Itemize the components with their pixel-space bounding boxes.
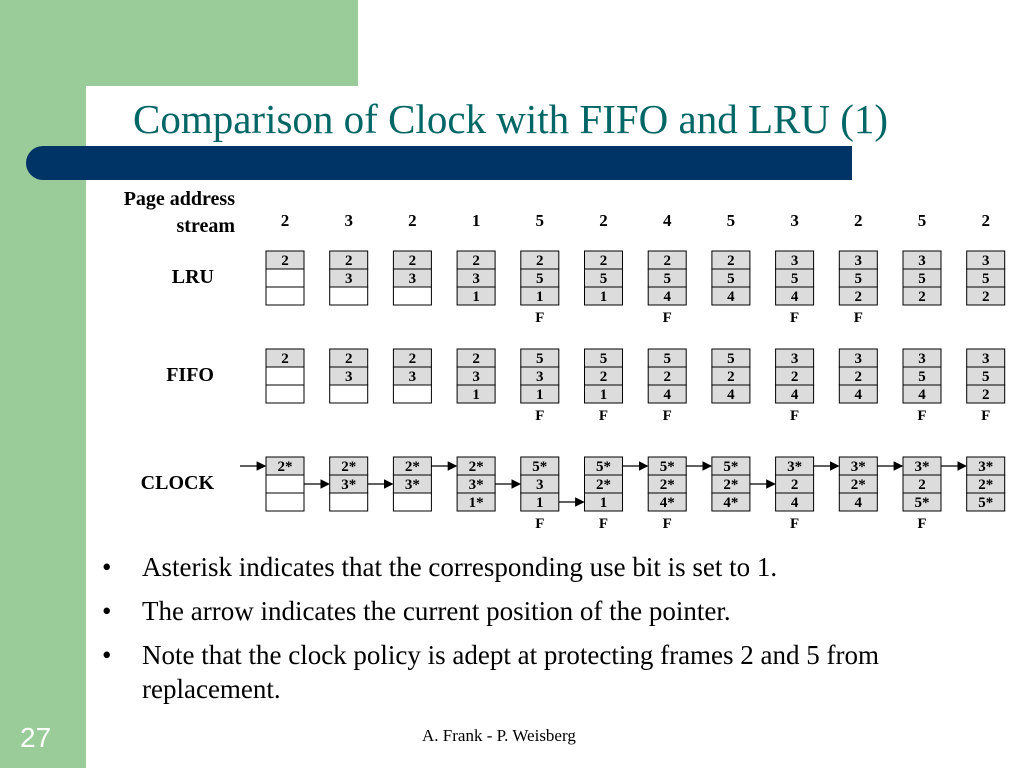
frame-column bbox=[903, 251, 941, 305]
frame-column bbox=[648, 349, 686, 403]
frame-value: 1 bbox=[472, 387, 480, 403]
policy-rows bbox=[141, 251, 1005, 532]
frame-value: 3* bbox=[914, 459, 930, 475]
frame-value: 2 bbox=[854, 369, 863, 385]
fault-marker: F bbox=[917, 408, 927, 424]
fault-marker: F bbox=[790, 516, 800, 532]
frame-value: 3* bbox=[787, 459, 803, 475]
frame-column bbox=[393, 457, 431, 511]
stream-value: 5 bbox=[726, 211, 736, 230]
top-green-band bbox=[0, 0, 358, 86]
frame-value: 5* bbox=[978, 495, 994, 511]
fault-marker: F bbox=[853, 310, 863, 326]
frame-value: 5 bbox=[536, 351, 544, 367]
frame-column bbox=[585, 251, 623, 305]
frame-value: 3 bbox=[408, 369, 417, 385]
frame-value: 1 bbox=[599, 495, 608, 511]
frame-cell bbox=[330, 287, 368, 305]
note-item bbox=[100, 594, 1010, 628]
frame-value: 5 bbox=[727, 351, 735, 367]
frame-value: 5 bbox=[981, 369, 990, 385]
fault-marker: F bbox=[598, 408, 609, 424]
frame-value: 3* bbox=[850, 459, 866, 475]
stream-value: 2 bbox=[408, 211, 417, 230]
frame-value: 3 bbox=[918, 351, 926, 367]
frame-value: 4 bbox=[918, 387, 926, 403]
frame-value: 2 bbox=[472, 253, 480, 269]
frame-value: 5 bbox=[727, 271, 735, 287]
frame-value: 3 bbox=[854, 253, 863, 269]
frame-value: 4 bbox=[727, 289, 735, 305]
frame-value: 3 bbox=[536, 477, 544, 493]
frame-column bbox=[457, 349, 495, 403]
stream-value: 1 bbox=[471, 211, 481, 230]
slide-title: Comparison of Clock with FIFO and LRU (1) bbox=[133, 96, 889, 142]
fault-marker: F bbox=[790, 310, 800, 326]
bullet-icon: • bbox=[102, 640, 112, 670]
frame-value: 3 bbox=[790, 351, 799, 367]
frame-value: 3* bbox=[468, 477, 484, 493]
frame-value: 5* bbox=[723, 459, 739, 475]
frame-value: 3 bbox=[344, 369, 353, 385]
left-green-band bbox=[0, 0, 86, 768]
frame-column bbox=[457, 457, 495, 511]
frame-cell bbox=[266, 493, 304, 511]
frame-cell bbox=[393, 493, 431, 511]
frame-column bbox=[648, 457, 686, 511]
frame-value: 2 bbox=[790, 477, 799, 493]
frame-value: 2* bbox=[659, 477, 675, 493]
frame-value: 3 bbox=[344, 271, 353, 287]
frame-column bbox=[776, 349, 814, 403]
frame-column bbox=[585, 349, 623, 403]
stream-value: 5 bbox=[535, 211, 545, 230]
note-text: Asterisk indicates that the corresponding use bit is set to 1. bbox=[142, 552, 778, 582]
frame-column bbox=[776, 457, 814, 511]
frame-value: 3* bbox=[341, 477, 357, 493]
frame-value: 4 bbox=[790, 387, 799, 403]
frame-column bbox=[903, 457, 941, 511]
fault-marker: F bbox=[535, 516, 545, 532]
frame-value: 5 bbox=[536, 271, 544, 287]
frame-value: 2 bbox=[408, 351, 417, 367]
frame-value: 4 bbox=[727, 387, 735, 403]
frame-value: 2* bbox=[404, 459, 420, 475]
frame-column bbox=[585, 457, 623, 511]
frame-column bbox=[967, 349, 1005, 403]
frame-value: 3 bbox=[918, 253, 926, 269]
row-fifo bbox=[166, 349, 1004, 424]
frame-value: 5 bbox=[663, 351, 671, 367]
frame-value: 2 bbox=[854, 289, 863, 305]
frame-column bbox=[839, 457, 877, 511]
notes-list bbox=[100, 550, 1010, 716]
frame-value: 2* bbox=[277, 459, 293, 475]
frame-value: 5 bbox=[854, 271, 863, 287]
frame-value: 2 bbox=[727, 369, 735, 385]
frame-cell bbox=[330, 493, 368, 511]
header-page-address: Page address bbox=[123, 188, 235, 210]
frame-value: 4* bbox=[723, 495, 739, 511]
frame-value: 1 bbox=[599, 387, 608, 403]
fault-marker: F bbox=[598, 516, 609, 532]
frame-column bbox=[330, 457, 368, 511]
frame-value: 2 bbox=[344, 253, 353, 269]
frame-value: 2 bbox=[599, 253, 608, 269]
note-text: Note that the clock policy is adept at protecting frames 2 and 5 from replacement. bbox=[142, 640, 880, 704]
frame-cell bbox=[330, 385, 368, 403]
frame-column bbox=[712, 251, 750, 305]
frame-cell bbox=[266, 269, 304, 287]
frame-column bbox=[712, 349, 750, 403]
row-label: LRU bbox=[171, 266, 214, 288]
frame-value: 4 bbox=[663, 387, 671, 403]
frame-value: 2 bbox=[981, 387, 990, 403]
frame-value: 5 bbox=[599, 271, 608, 287]
frame-value: 2* bbox=[596, 477, 611, 493]
frame-value: 2* bbox=[850, 477, 866, 493]
frame-column bbox=[266, 457, 304, 511]
fault-marker: F bbox=[662, 408, 672, 424]
frame-value: 2* bbox=[723, 477, 739, 493]
frame-value: 5 bbox=[663, 271, 671, 287]
fault-marker: F bbox=[535, 408, 545, 424]
row-clock bbox=[141, 457, 1005, 532]
frame-value: 1* bbox=[468, 495, 484, 511]
fault-marker: F bbox=[662, 310, 672, 326]
frame-value: 2* bbox=[978, 477, 994, 493]
frame-value: 3 bbox=[854, 351, 863, 367]
frame-column bbox=[776, 251, 814, 305]
frame-value: 5 bbox=[918, 369, 926, 385]
frame-column bbox=[521, 349, 559, 403]
frame-value: 3* bbox=[978, 459, 994, 475]
title-underline-bar bbox=[26, 146, 852, 180]
frame-cell bbox=[266, 385, 304, 403]
footer-credit: A. Frank - P. Weisberg bbox=[422, 726, 576, 745]
frame-value: 5 bbox=[790, 271, 799, 287]
frame-value: 2 bbox=[281, 351, 289, 367]
row-label: CLOCK bbox=[140, 472, 214, 494]
frame-value: 2 bbox=[727, 253, 735, 269]
frame-value: 1 bbox=[599, 289, 608, 305]
fault-marker: F bbox=[535, 310, 545, 326]
fault-marker: F bbox=[662, 516, 672, 532]
frame-value: 5 bbox=[599, 351, 608, 367]
frame-value: 1 bbox=[536, 495, 544, 511]
frame-column bbox=[967, 251, 1005, 305]
frame-value: 2* bbox=[468, 459, 484, 475]
frame-column bbox=[839, 349, 877, 403]
note-text: The arrow indicates the current position of the pointer. bbox=[142, 596, 731, 626]
frame-value: 4 bbox=[663, 289, 671, 305]
frame-value: 3 bbox=[472, 271, 480, 287]
frame-value: 2* bbox=[341, 459, 357, 475]
frame-column bbox=[967, 457, 1005, 511]
frame-column bbox=[457, 251, 495, 305]
frame-value: 2 bbox=[663, 253, 671, 269]
row-lru bbox=[172, 251, 1005, 326]
stream-value: 3 bbox=[344, 211, 353, 230]
frame-cell bbox=[393, 385, 431, 403]
frame-value: 5 bbox=[918, 271, 926, 287]
frame-value: 4 bbox=[790, 495, 799, 511]
fault-marker: F bbox=[917, 516, 927, 532]
frame-value: 3 bbox=[790, 253, 799, 269]
frame-value: 3 bbox=[408, 271, 417, 287]
frame-value: 4 bbox=[790, 289, 799, 305]
frame-value: 5 bbox=[981, 271, 990, 287]
frame-value: 2 bbox=[472, 351, 480, 367]
frame-column bbox=[266, 349, 304, 403]
fault-marker: F bbox=[790, 408, 800, 424]
frame-column bbox=[393, 251, 431, 305]
frame-value: 5* bbox=[659, 459, 675, 475]
frame-value: 1 bbox=[536, 289, 544, 305]
stream-value: 2 bbox=[981, 211, 990, 230]
note-item bbox=[100, 638, 1010, 706]
frame-value: 2 bbox=[918, 289, 926, 305]
frame-value: 1 bbox=[472, 289, 480, 305]
frame-cell bbox=[393, 287, 431, 305]
frame-value: 4 bbox=[854, 495, 863, 511]
frame-value: 3 bbox=[981, 351, 990, 367]
frame-column bbox=[330, 251, 368, 305]
fault-marker: F bbox=[981, 408, 991, 424]
stream-value: 2 bbox=[599, 211, 608, 230]
stream-value: 2 bbox=[280, 211, 290, 230]
frame-value: 3* bbox=[404, 477, 420, 493]
frame-value: 4 bbox=[854, 387, 863, 403]
slide-number: 27 bbox=[20, 722, 52, 753]
frame-value: 2 bbox=[918, 477, 926, 493]
frame-value: 2 bbox=[536, 253, 544, 269]
frame-value: 2 bbox=[790, 369, 799, 385]
frame-value: 2 bbox=[981, 289, 990, 305]
frame-value: 2 bbox=[408, 253, 417, 269]
frame-value: 2 bbox=[599, 369, 608, 385]
page-replacement-diagram bbox=[96, 185, 1006, 545]
stream-value: 4 bbox=[662, 211, 672, 230]
frame-column bbox=[521, 251, 559, 305]
frame-cell bbox=[266, 475, 304, 493]
bullet-icon: • bbox=[102, 552, 112, 582]
frame-value: 2 bbox=[281, 253, 289, 269]
row-label: FIFO bbox=[166, 364, 214, 386]
frame-value: 3 bbox=[472, 369, 480, 385]
frame-column bbox=[330, 349, 368, 403]
stream-values bbox=[281, 211, 990, 230]
frame-value: 4* bbox=[659, 495, 675, 511]
frame-cell bbox=[266, 367, 304, 385]
frame-value: 5* bbox=[914, 495, 930, 511]
frame-value: 2 bbox=[663, 369, 671, 385]
frame-column bbox=[903, 349, 941, 403]
frame-value: 1 bbox=[536, 387, 544, 403]
stream-value: 5 bbox=[917, 211, 927, 230]
frame-column bbox=[648, 251, 686, 305]
bullet-icon: • bbox=[102, 596, 112, 626]
note-item bbox=[100, 550, 1010, 584]
frame-value: 3 bbox=[981, 253, 990, 269]
frame-cell bbox=[266, 287, 304, 305]
frame-column bbox=[839, 251, 877, 305]
frame-column bbox=[266, 251, 304, 305]
frame-column bbox=[521, 457, 559, 511]
frame-value: 3 bbox=[536, 369, 544, 385]
frame-column bbox=[712, 457, 750, 511]
stream-value: 2 bbox=[854, 211, 863, 230]
stream-value: 3 bbox=[790, 211, 799, 230]
frame-value: 2 bbox=[344, 351, 353, 367]
frame-column bbox=[393, 349, 431, 403]
header-stream: stream bbox=[176, 215, 235, 237]
frame-value: 5* bbox=[596, 459, 611, 475]
frame-value: 5* bbox=[532, 459, 548, 475]
